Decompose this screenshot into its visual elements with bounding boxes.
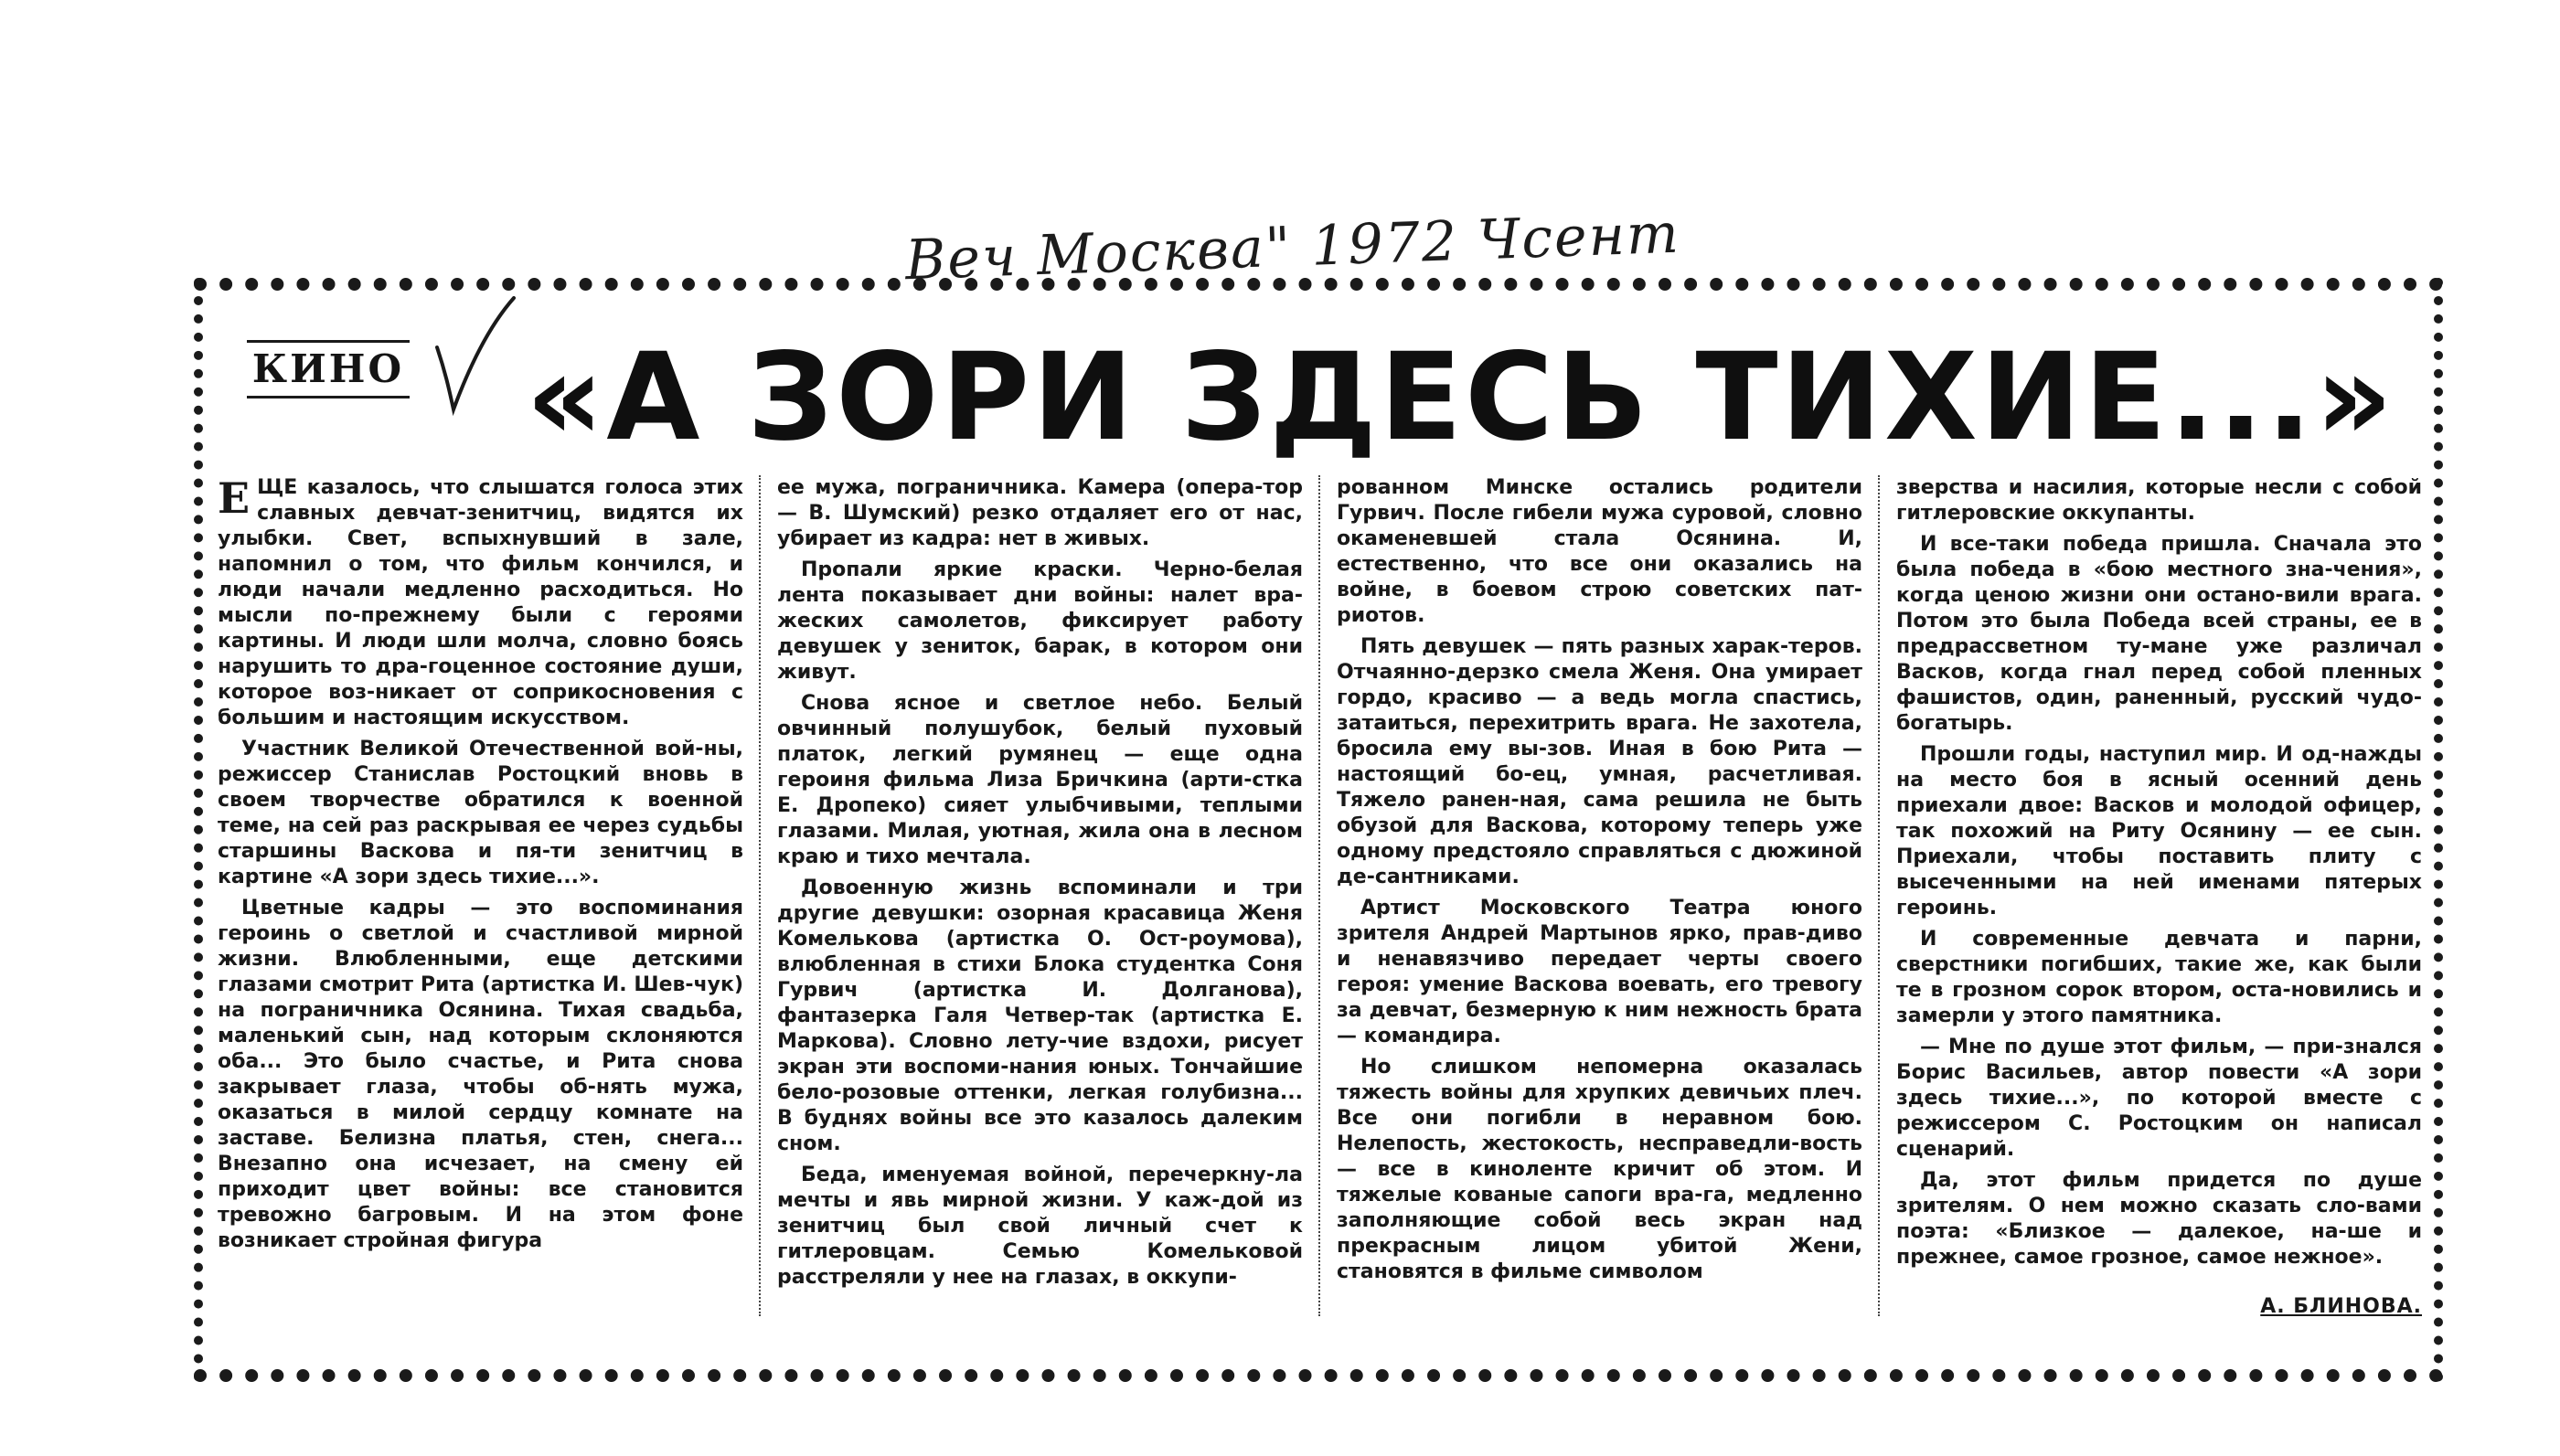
article-column-2 [777, 475, 1303, 1316]
article-headline: «А ЗОРИ ЗДЕСЬ ТИХИЕ...» [526, 327, 2396, 468]
article-column-4 [1896, 475, 2422, 1316]
paragraph: Пропали яркие краски. Черно-белая лента показывает дни войны: налет вра-жеских самолетов, фиксирует работу девушек у зениток, барак, в котором они живут. [777, 558, 1303, 684]
handwritten-note: Веч Москва" 1972 Чсент [903, 201, 1681, 293]
rubric-label: КИНО [247, 340, 410, 399]
paragraph: — Мне по душе этот фильм, — при-знался Борис Васильев, автор повести «А зори здесь тихие...», по которой вместе с режиссером С. Ростоцким он написал сценарий. [1896, 1036, 2422, 1161]
paragraph: И современные девчата и парни, сверстники погибших, такие же, как были те в грозном сорок втором, оста-новились и замерли у этого памятника. [1896, 928, 2422, 1027]
paragraph: Артист Московского Театра юного зрителя Андрей Мартынов ярко, прав-диво и ненавязчиво передает черты своего героя: умение Васкова воевать, его тревогу за девчат, безмерную к ним нежность брата — командира. [1337, 897, 1862, 1047]
paragraph: зверства и насилия, которые несли с собой гитлеровские оккупанты. [1896, 476, 2422, 525]
check-mark-icon [430, 292, 521, 420]
article-column-1 [218, 475, 743, 1316]
paragraph: Снова ясное и светлое небо. Белый овчинный полушубок, белый пуховый платок, легкий румянец — еще одна героиня фильма Лиза Бричкина (арти-стка Е. Дропеко) сияет улыбчивыми, теплыми глазами. Милая, уютная, жила она в лесном краю и тихо мечтала. [777, 692, 1303, 868]
paragraph: Пять девушек — пять разных харак-теров. Отчаянно-дерзко смела Женя. Она умирает гордо, красиво — а ведь могла спастись, затаиться, перехитрить врага. Не захотела, бросила ему вы-зов. Иная в бою Рита — настоящий бо-ец, умная, расчетливая. Тяжело ранен-ная, сама решила не быть обузой для Васкова, которому теперь уже одному предстояло справляться с дюжиной де-сантниками. [1337, 635, 1862, 888]
paragraph: ее мужа, пограничника. Камера (опера-тор — В. Шумский) резко отдаляет его от нас, убирает из кадра: нет в живых. [777, 476, 1303, 550]
paragraph: Да, этот фильм придется по душе зрителям. О нем можно сказать сло-вами поэта: «Близкое — далекое, на-ше и прежнее, самое грозное, самое нежное». [1896, 1169, 2422, 1269]
paragraph: Прошли годы, наступил мир. И од-нажды на место боя в ясный осенний день приехали двое: Васков и молодой офицер, так похожий на Риту Осянину — ее сын. Приехали, чтобы поставить плиту с высеченными на ней именами пятерых героинь. [1896, 743, 2422, 919]
paragraph: Участник Великой Отечественной вой-ны, режиссер Станислав Ростоцкий вновь в своем творчестве обратился к военной теме, на сей раз раскрывая ее через судьбы старшины Васкова и пя-ти зенитчиц в картине «А зори здесь тихие...». [218, 738, 743, 888]
author-signature: А. БЛИНОВА. [2260, 1295, 2422, 1316]
paragraph: Цветные кадры — это воспоминания героинь о светлой и счастливой мирной жизни. Влюбленными, еще детскими глазами смотрит Рита (артистка И. Шев-чук) на пограничника Осянина. Тихая свадьба, маленький сын, над которым склоняются оба... Это было счастье, и Рита снова закрывает глаза, чтобы об-нять мужа, оказаться в милой сердцу комнате на заставе. Белизна платья, стен, снега... Внезапно она исчезает, на смену ей приходит цвет войны: все становится тревожно багровым. И на этом фоне возникает стройная фигура [218, 897, 743, 1252]
paragraph: Довоенную жизнь вспоминали и три другие девушки: озорная красавица Женя Комелькова (артистка О. Ост-роумова), влюбленная в стихи Блока студентка Соня Гурвич (артистка И. Долганова), фантазерка Галя Четвер-так (артистка Е. Маркова). Словно лету-чие вздохи, рисует экран эти воспоми-нания юных. Тончайшие бело-розовые оттенки, легкая голубизна... В буднях войны все это казалось далеким сном. [777, 877, 1303, 1155]
column-divider [1318, 475, 1320, 1316]
paragraph: Но слишком непомерна оказалась тяжесть войны для хрупких девичьих плеч. Все они погибли в неравном бою. Нелепость, жестокость, несправедли-вость — все в киноленте кричит об этом. И тяжелые кованые сапоги вра-га, медленно заполняющие собой весь экран над прекрасным лицом убитой Жени, становятся в фильме символом [1337, 1056, 1862, 1283]
drop-cap: Е [218, 475, 251, 523]
column-divider [1878, 475, 1880, 1316]
paragraph: Беда, именуемая войной, перечеркну-ла мечты и явь мирной жизни. У каж-дой из зенитчиц был свой личный счет к гитлеровцам. Семью Комельковой расстреляли у нее на глазах, в оккупи- [777, 1164, 1303, 1289]
paragraph [218, 475, 743, 731]
paragraph: рованном Минске остались родители Гурвич. После гибели мужа суровой, словно окаменевшей стала Осянина. И, естественно, что все они оказались на войне, в боевом строю советских пат-риотов. [1337, 476, 1862, 627]
article-column-3 [1337, 475, 1862, 1316]
paragraph: И все-таки победа пришла. Сначала это была победа в «бою местного зна-чения», когда ценою жизни они остано-вили врага. Потом это была Победа всей страны, ее в предрассветном ту-мане уже различал Васков, когда гнал перед собой пленных фашистов, один, раненный, русский чудо-богатырь. [1896, 533, 2422, 735]
column-divider [759, 475, 761, 1316]
paragraph-text: ЩЕ казалось, что слышатся голоса этих славных девчат-зенитчиц, видятся их улыбки. Свет, вспыхнувший в зале, напомнил о том, что фильм кончился, и люди начали медленно расходиться. Но мысли по-прежнему были с героями картины. И люди шли молча, словно боясь нарушить то дра-гоценное состояние души, которое воз-никает от соприкосновения с большим и настоящим искусством. [218, 476, 743, 729]
